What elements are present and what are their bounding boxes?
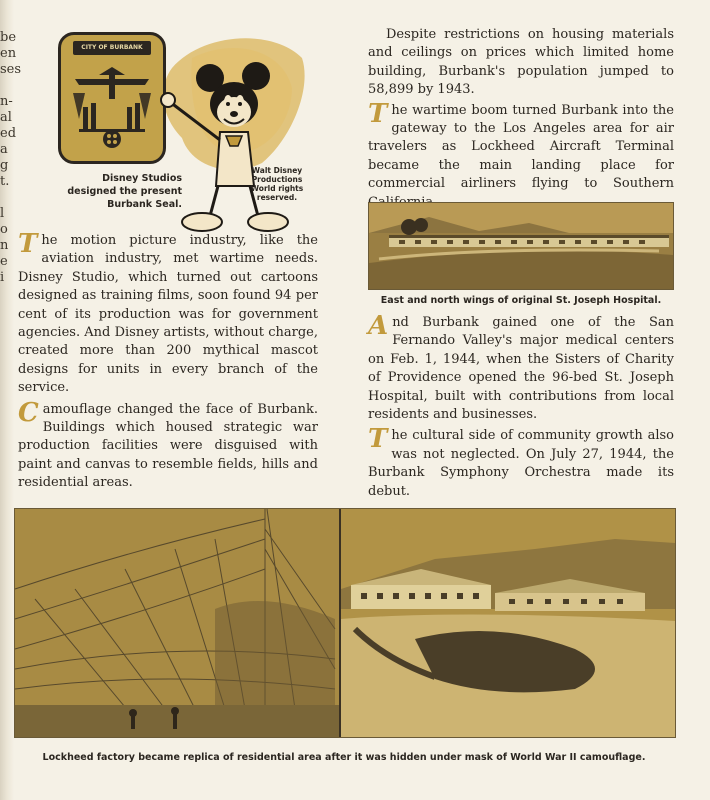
margin-fragment: o	[0, 222, 8, 237]
paragraph-text: he motion picture industry, like the aviation industry, met wartime needs. Disney Studio, which turned out cartoons designed as training films, soon found 94 per cent of its production was for government agencies. And Disney artists, without charge, created more than 200 mythical mascot designs for units in every branch of the service.	[18, 233, 318, 396]
margin-fragment: e	[0, 254, 8, 269]
previous-page-text-fragments	[0, 30, 22, 302]
margin-fragment: ses	[0, 62, 22, 77]
hospital-photo	[368, 202, 674, 290]
paragraph-camouflage	[18, 397, 318, 493]
drop-cap: T	[368, 98, 388, 129]
margin-fragment: l	[0, 206, 5, 221]
paragraph-text: he cultural side of community growth also was not neglected. On July 27, 1944, the Burbank Symphony Orchestra made its debut.	[368, 428, 674, 499]
photo-divider	[339, 509, 341, 737]
paragraph-text: nd Burbank gained one of the San Fernando Valley's major medical centers on Feb. 1, 1944, when the Sisters of Charity of Providence opened the 96-bed St. Joseph Hospital, built with contributions from local residents and businesses.	[368, 315, 674, 423]
margin-fragment: en	[0, 46, 17, 61]
seal-banner: CITY OF BURBANK	[73, 41, 151, 55]
burbank-city-seal	[58, 32, 166, 164]
drop-cap: T	[18, 229, 38, 259]
paragraph-population: Despite restrictions on housing materials and ceilings on prices which limited home building, Burbank's population jumped to 58,899 by 1943.	[368, 27, 674, 98]
seal-caption: Disney Studios designed the present Burbank Seal.	[67, 173, 182, 210]
drop-cap: C	[18, 397, 39, 428]
margin-fragment: n	[0, 238, 9, 253]
drop-cap: T	[368, 424, 388, 455]
camouflage-photo	[14, 508, 676, 738]
margin-fragment: al	[0, 110, 12, 125]
hospital-caption: East and north wings of original St. Joseph Hospital.	[380, 295, 662, 306]
paragraph-wartime-boom	[368, 98, 674, 212]
drop-cap: A	[368, 311, 389, 341]
margin-fragment: t.	[0, 174, 10, 189]
margin-fragment: g	[0, 158, 9, 173]
right-column-top	[368, 26, 674, 212]
right-column-bottom	[368, 311, 674, 501]
seal-figure	[40, 20, 304, 220]
margin-fragment	[0, 286, 14, 302]
paragraph-text: he wartime boom turned Burbank into the gateway to the Los Angeles area for air travelers as Lockheed Aircraft Terminal became the main landing place for commercial airliners flying to Southern	[368, 102, 674, 192]
seal-artwork	[65, 57, 159, 153]
paragraph-motion-picture	[18, 229, 318, 398]
camouflage-caption: Lockheed factory became replica of residential area after it was hidden under mask of World War II camouflage.	[42, 752, 646, 763]
margin-fragment	[0, 190, 14, 206]
margin-fragment: a	[0, 142, 8, 157]
camouflage-photo-art	[15, 509, 675, 737]
paragraph-text: amouflage changed the face of Burbank. Buildings which housed strategic war production facilities were disguised with paint and canvas to resemble fields, hills and residential areas.	[18, 401, 318, 491]
margin-fragment	[0, 78, 14, 94]
disney-credit: Walt Disney Productions World rights reserved.	[250, 166, 304, 202]
margin-fragment: ed	[0, 126, 17, 141]
left-column	[18, 229, 318, 493]
margin-fragment: n-	[0, 94, 13, 109]
hospital-photo-art	[369, 203, 673, 289]
paragraph-st-joseph	[368, 311, 674, 424]
margin-fragment: be	[0, 30, 17, 45]
margin-fragment: i	[0, 270, 5, 285]
paragraph-symphony	[368, 424, 674, 501]
